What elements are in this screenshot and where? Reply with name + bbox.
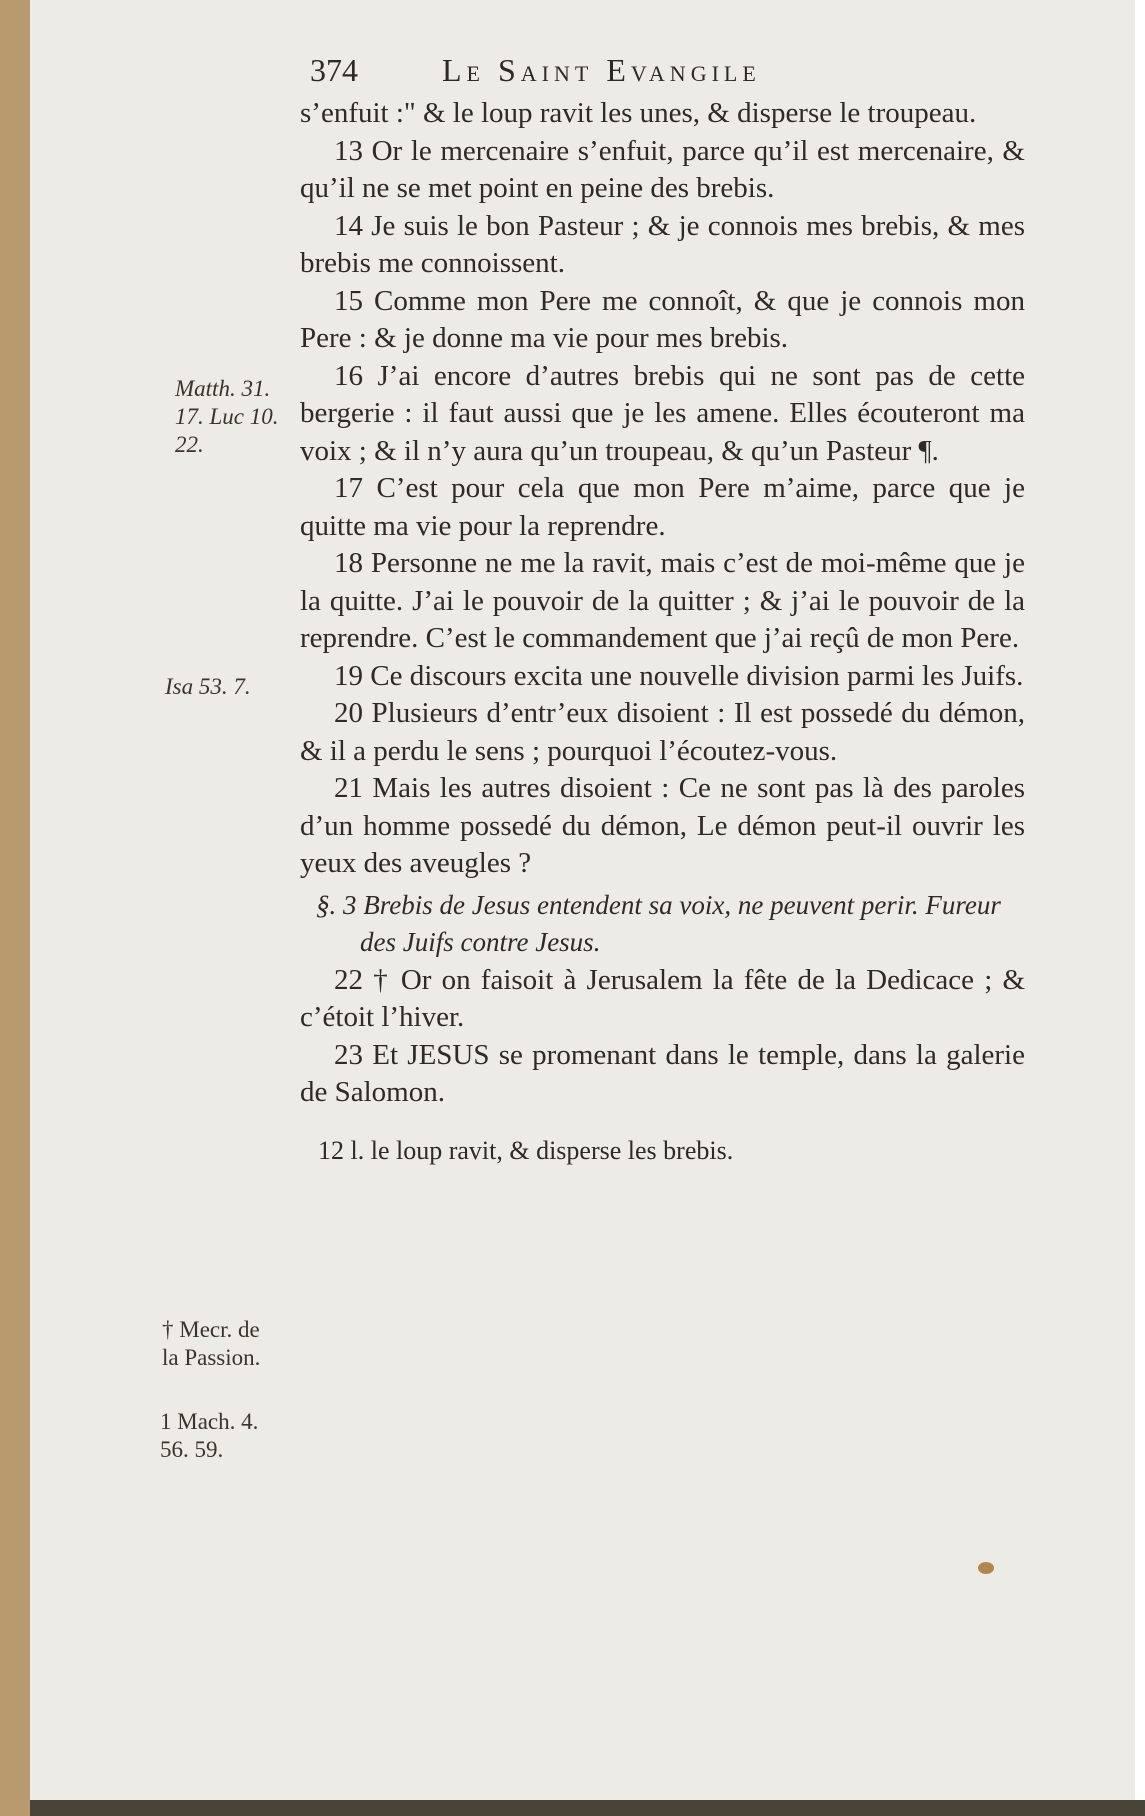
verse-14: 14 Je suis le bon Pasteur ; & je connois mes brebis, & mes brebis me connoissent. [300, 209, 1025, 279]
verse-15: 15 Comme mon Pere me connoît, & que je connois mon Pere : & je donne ma vie pour mes brebis. [300, 284, 1025, 354]
page-bottom-edge [30, 1800, 1145, 1816]
book-spine-edge [0, 0, 30, 1816]
verse-21: 21 Mais les autres disoient : Ce ne sont pas là des paroles d’un homme possedé du démon, Le démon peut-il ouvrir les yeux des aveugles ? [300, 772, 1025, 879]
verse-13: 13 Or le mercenaire s’enfuit, parce qu’il est mercenaire, & qu’il ne se met point en peine des brebis. [300, 134, 1025, 204]
page-number: 374 [310, 52, 358, 88]
verse-18: 18 Personne ne me la ravit, mais c’est de moi-même que je la quitte. J’ai le pouvoir de la quitter ; & j’ai le pouvoir de la reprendre. C’est le commandement que j’ai reçû de mon Pere. [300, 547, 1025, 654]
verse-22: 22 † Or on faisoit à Jerusalem la fête de la Dedicace ; & c’étoit l’hiver. [300, 963, 1025, 1033]
margin-note-isa: Isa 53. 7. [165, 674, 251, 699]
running-head: Le Saint Evangile [442, 52, 761, 88]
page-header [310, 52, 910, 92]
verse-16: 16 J’ai encore d’autres brebis qui ne sont pas de cette bergerie : il faut aussi que je les amene. Elles écouteront ma voix ; & il n’y aura qu’un troupeau, & qu’un Pasteur ¶. [300, 359, 1025, 467]
verse-23: 23 Et JESUS se promenant dans le temple, dans la galerie de Salomon. [300, 1038, 1025, 1108]
verse-17: 17 C’est pour cela que mon Pere m’aime, parce que je quitte ma vie pour la reprendre. [300, 472, 1025, 542]
verse-12-end: s’enfuit :" & le loup ravit les unes, & disperse le troupeau. [300, 97, 977, 129]
verse-19: 19 Ce discours excita une nouvelle division parmi les Juifs. [334, 659, 1024, 692]
margin-note-matth: Matth. 31. 17. Luc 10. 22. [175, 376, 279, 457]
footnote: 12 l. le loup ravit, & disperse les brebis. [318, 1135, 734, 1165]
section-heading: §. 3 Brebis de Jesus entendent sa voix, ne peuvent perir. Fureur des Juifs contre Jesus. [316, 889, 1001, 957]
margin-note-mach: 1 Mach. 4. 56. 59. [160, 1409, 259, 1462]
paper-stain [978, 1562, 994, 1574]
verse-20: 20 Plusieurs d’entr’eux disoient : Il est possedé du démon, & il a perdu le sens ; pourquoi l’écoutez-vous. [300, 697, 1025, 767]
body-text [300, 95, 1025, 1169]
margin-note-mecr: † Mecr. de la Passion. [162, 1317, 261, 1370]
